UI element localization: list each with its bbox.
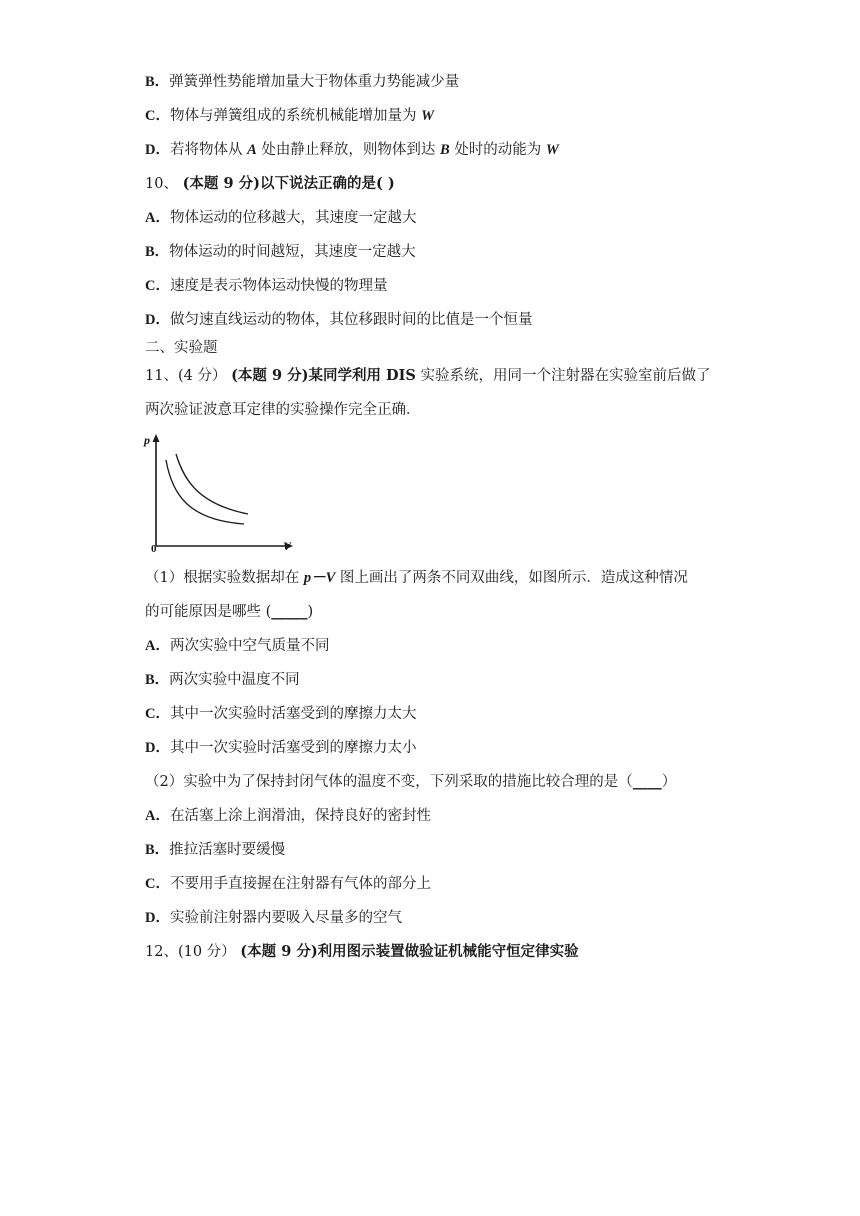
option-b xyxy=(145,670,300,690)
option-text: 实验前注射器内要吸入尽量多的空气 xyxy=(169,910,402,926)
variable: W xyxy=(545,142,559,158)
answer-blank: ____ xyxy=(632,773,662,790)
question-text: 的可能原因是哪些 ( xyxy=(145,604,272,620)
question-text: (本题 9 分)利用图示装置做验证机械能守恒定律实验 xyxy=(240,943,579,960)
variable: A xyxy=(247,142,257,158)
variable: B xyxy=(439,142,450,158)
y-axis-arrow-icon xyxy=(153,434,160,442)
question-text: ) xyxy=(307,604,314,620)
option-a xyxy=(145,806,431,826)
option-letter: D． xyxy=(145,142,170,158)
option-b xyxy=(145,242,416,262)
pv-diagram xyxy=(140,432,300,556)
option-text: 两次实验中空气质量不同 xyxy=(169,638,330,654)
option-text: 其中一次实验时活塞受到的摩擦力太小 xyxy=(169,740,417,756)
option-letter: D． xyxy=(145,910,170,926)
question-11-part-1 xyxy=(145,568,688,588)
variable: W xyxy=(421,108,434,124)
option-b xyxy=(145,840,285,860)
variable: p－V xyxy=(303,570,336,586)
question-text: （2）实验中为了保持封闭气体的温度不变，下列采取的措施比较合理的是（ xyxy=(145,774,633,790)
question-text: 实验系统，用同一个注射器在实验室前后做了 xyxy=(415,368,711,384)
option-letter: A． xyxy=(145,808,170,824)
y-axis-label: p xyxy=(144,433,150,447)
answer-blank: _____ xyxy=(271,603,308,620)
option-text: 速度是表示物体运动快慢的物理量 xyxy=(169,278,388,294)
option-letter: D． xyxy=(145,312,170,328)
option-c xyxy=(145,874,431,894)
question-11-stem xyxy=(145,366,710,386)
option-letter: C． xyxy=(145,278,170,294)
option-d xyxy=(145,908,402,928)
question-number: 12、(10 分） xyxy=(145,944,241,960)
option-text: 物体运动的时间越短，其速度一定越大 xyxy=(169,244,416,260)
option-text: 若将物体从 xyxy=(169,142,248,158)
option-d xyxy=(145,738,416,758)
option-text: 弹簧弹性势能增加量大于物体重力势能减少量 xyxy=(169,74,460,90)
option-d xyxy=(145,140,559,160)
option-letter: B． xyxy=(145,672,170,688)
question-11-part-1-cont xyxy=(145,602,313,622)
option-letter: B． xyxy=(145,244,170,260)
hyperbola-upper xyxy=(176,454,248,514)
option-d xyxy=(145,310,532,330)
option-c xyxy=(145,704,416,724)
option-text: 不要用手直接握在注射器有气体的部分上 xyxy=(169,876,431,892)
option-text: 物体与弹簧组成的系统机械能增加量为 xyxy=(169,108,422,124)
option-c xyxy=(145,106,434,126)
hyperbola-lower xyxy=(166,460,244,524)
option-letter: B． xyxy=(145,74,170,90)
option-a xyxy=(145,208,416,228)
question-number: 10、 xyxy=(145,176,183,192)
option-text: 物体运动的位移越大，其速度一定越大 xyxy=(169,210,417,226)
question-text: ） xyxy=(661,774,677,790)
option-c xyxy=(145,276,387,296)
question-number: 11、(4 分） xyxy=(145,368,232,384)
section-title: 二、实验题 xyxy=(145,340,218,356)
question-text: 两次验证波意耳定律的实验操作完全正确． xyxy=(145,402,421,418)
question-text: (本题 9 分)以下说法正确的是( ) xyxy=(182,175,395,192)
question-text: （1）根据实验数据却在 xyxy=(145,570,304,586)
option-letter: A． xyxy=(145,638,170,654)
option-a xyxy=(145,636,329,656)
x-axis-label: V xyxy=(283,539,292,553)
option-text: 处由静止释放，则物体到达 xyxy=(256,142,440,158)
question-11-part-2 xyxy=(145,772,676,792)
option-text: 处时的动能为 xyxy=(449,142,546,158)
option-text: 在活塞上涂上润滑油，保持良好的密封性 xyxy=(169,808,431,824)
question-10-stem xyxy=(145,174,395,194)
option-b xyxy=(145,72,459,92)
option-text: 推拉活塞时要缓慢 xyxy=(169,842,286,858)
question-12-stem xyxy=(145,942,579,962)
option-letter: C． xyxy=(145,108,170,124)
question-text: (本题 9 分)某同学利用 xyxy=(231,367,387,384)
question-text: 图上画出了两条不同双曲线，如图所示．造成这种情况 xyxy=(335,570,688,586)
option-letter: C． xyxy=(145,706,170,722)
option-letter: A． xyxy=(145,210,170,226)
section-heading xyxy=(145,338,218,358)
option-letter: D． xyxy=(145,740,170,756)
option-letter: C． xyxy=(145,876,170,892)
option-text: 其中一次实验时活塞受到的摩擦力太大 xyxy=(169,706,417,722)
question-text: DIS xyxy=(386,367,416,384)
option-text: 做匀速直线运动的物体，其位移跟时间的比值是一个恒量 xyxy=(169,312,533,328)
question-11-stem-cont xyxy=(145,400,421,420)
origin-label: 0 xyxy=(151,543,157,555)
option-letter: B． xyxy=(145,842,170,858)
option-text: 两次实验中温度不同 xyxy=(169,672,300,688)
